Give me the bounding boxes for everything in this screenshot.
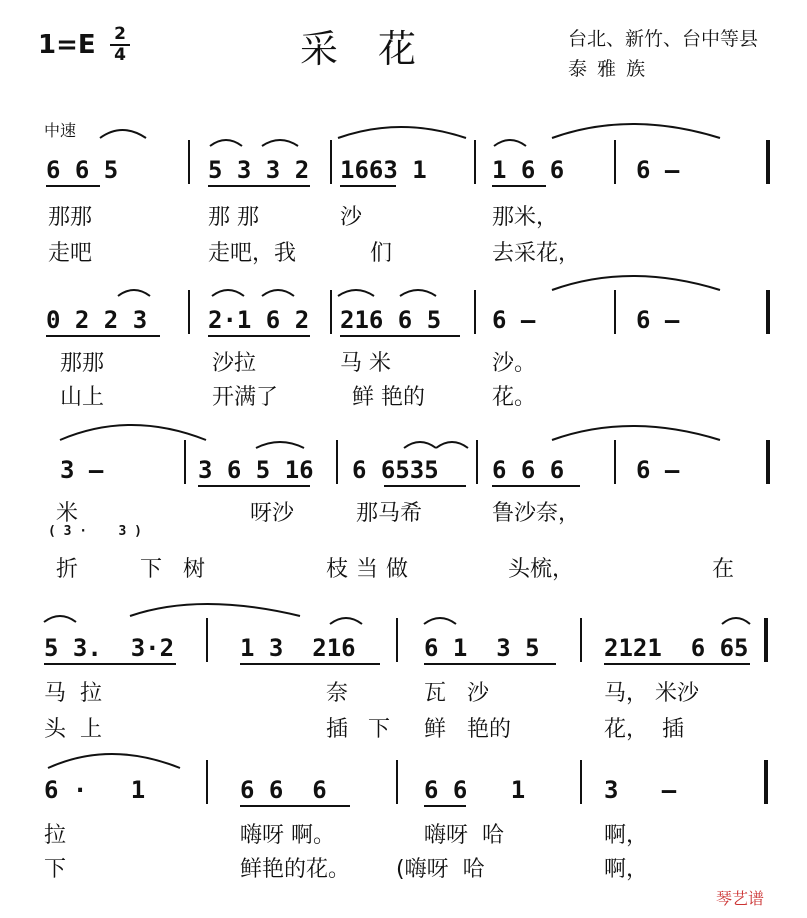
slur xyxy=(338,290,374,296)
parenthetical-notes: ( 3 · 3 ) xyxy=(48,524,142,539)
measure: 0 2 2 3 xyxy=(46,306,148,334)
measure: 5 3. 3·2 xyxy=(44,634,175,662)
measure: 6 6 6 xyxy=(240,776,327,804)
song-title: 采花 xyxy=(300,27,457,71)
lyric: 沙。 xyxy=(492,351,537,376)
slur xyxy=(210,140,242,146)
measure: 2·1 6 2 xyxy=(208,306,310,334)
lyric: 山上 xyxy=(60,385,105,410)
measure: 6 – xyxy=(636,456,680,484)
lyric: 枝当做 xyxy=(326,557,417,582)
lyric: 鲜 艳的 xyxy=(424,717,511,742)
slur xyxy=(256,442,304,448)
lyric: 鲜 艳的 xyxy=(352,385,425,410)
measure: 6 – xyxy=(636,306,680,334)
lyric: 嗨呀 哈 xyxy=(424,823,504,848)
source-region: 台北、新竹、台中等县 xyxy=(568,28,759,50)
measure: 216 6 5 xyxy=(340,306,442,334)
slur xyxy=(212,290,244,296)
measure: 1 6 6 xyxy=(492,156,565,184)
slur xyxy=(552,426,720,440)
lyric: 那那 xyxy=(48,205,93,230)
lyric: 那米， xyxy=(492,205,559,230)
lyric: 呀沙 xyxy=(250,501,295,526)
measure: 5 3 3 2 xyxy=(208,156,310,184)
lyric: 沙 xyxy=(340,205,363,230)
slur xyxy=(424,618,456,624)
measure: 6 · 1 xyxy=(44,776,146,804)
measure: 6 1 3 5 xyxy=(424,634,540,662)
meter-numerator: 2 xyxy=(114,24,126,44)
meter-denominator: 4 xyxy=(114,45,126,65)
slur xyxy=(338,127,466,138)
slur xyxy=(262,140,298,146)
watermark-logo: 琴艺谱 xyxy=(716,889,765,908)
lyric: 插下 xyxy=(326,717,411,742)
lyric: 下 xyxy=(44,857,67,882)
slur xyxy=(330,618,362,624)
slur xyxy=(48,754,180,768)
slur xyxy=(130,604,300,616)
measure: 6 – xyxy=(636,156,680,184)
lyric: 下 树 xyxy=(140,557,205,582)
slur xyxy=(404,442,436,448)
lyric: 啊， xyxy=(604,823,649,848)
lyric: 走吧 xyxy=(48,241,93,266)
slur xyxy=(552,276,720,290)
slur xyxy=(60,425,206,440)
measure: 2121 6 65 xyxy=(604,634,749,662)
lyric: 在 xyxy=(712,557,735,582)
lyric: 马， 米沙 xyxy=(604,681,699,706)
lyric: 拉 xyxy=(44,823,67,848)
source-ethnicity: 泰 雅 族 xyxy=(568,58,648,80)
slur xyxy=(100,130,146,138)
lyric: 马 米 xyxy=(340,351,391,376)
lyric: 那 那 xyxy=(208,205,259,230)
measure: 3 6 5 16 xyxy=(198,456,314,484)
lyric: 米 xyxy=(56,501,79,526)
lyric: 嗨呀 啊。 xyxy=(240,823,335,848)
measure: 6 6535 xyxy=(352,456,439,484)
measure: 6 6 1 xyxy=(424,776,526,804)
lyric: 走吧，我 xyxy=(208,241,297,266)
lyric: 瓦 沙 xyxy=(424,681,489,706)
slur xyxy=(552,124,720,138)
slur xyxy=(400,290,436,296)
measure: 6 6 6 xyxy=(492,456,565,484)
lyric: 那马希 xyxy=(356,501,423,526)
lyric: 去采花， xyxy=(492,241,581,266)
lyric: 那那 xyxy=(60,351,105,376)
tempo-marking: 中速 xyxy=(44,121,77,140)
lyric: 花。 xyxy=(492,385,537,410)
lyric: 折 xyxy=(56,557,79,582)
slur xyxy=(494,140,526,146)
slur xyxy=(262,290,294,296)
lyric: (嗨呀 哈 xyxy=(396,857,485,882)
measure: 6 – xyxy=(492,306,536,334)
lyric: 头梳， xyxy=(508,557,575,582)
measure: 1663 1 xyxy=(340,156,427,184)
slur xyxy=(44,616,76,622)
key-signature: 1=E xyxy=(38,30,96,60)
lyric: 沙拉 xyxy=(212,351,257,376)
lyric: 啊， xyxy=(604,857,649,882)
underlines xyxy=(44,186,750,806)
lyric: 鲁沙奈， xyxy=(492,501,581,526)
lyric: 马 拉 xyxy=(44,681,102,706)
measure: 3 – xyxy=(604,776,677,804)
lyric: 鲜艳的花。 xyxy=(240,857,351,882)
measure: 3 – xyxy=(60,456,104,484)
lyric: 奈 xyxy=(326,681,349,706)
measure: 1 3 216 xyxy=(240,634,356,662)
slur xyxy=(722,618,750,624)
slur xyxy=(436,442,468,448)
measure: 6 6 5 xyxy=(46,156,119,184)
slur xyxy=(118,290,150,296)
lyric: 头 上 xyxy=(44,717,102,742)
lyric: 花， 插 xyxy=(604,717,684,742)
lyric: 们 xyxy=(370,241,393,266)
lyric: 开满了 xyxy=(212,385,279,410)
